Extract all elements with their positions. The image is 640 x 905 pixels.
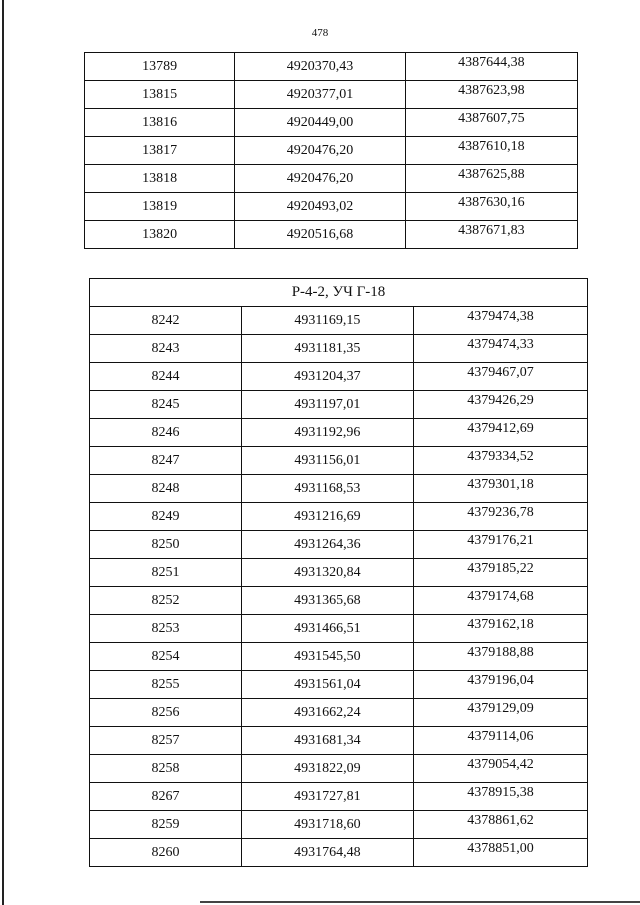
- x-coordinate-cell: [241, 671, 413, 699]
- x-coordinate-cell: [241, 783, 413, 811]
- y-coordinate-cell: [413, 783, 587, 811]
- coordinates-table-top: [84, 52, 578, 249]
- table-row: [90, 475, 588, 503]
- x-coordinate-cell: [241, 559, 413, 587]
- y-coordinate-cell-text: 4387607,75: [458, 110, 525, 126]
- y-coordinate-cell-text: 4379176,21: [467, 532, 534, 548]
- point-id-cell: [90, 699, 242, 727]
- y-coordinate-cell: [413, 307, 587, 335]
- table-row: [90, 307, 588, 335]
- x-coordinate-cell-text: 4920377,01: [286, 86, 354, 102]
- point-id-cell: [85, 221, 235, 249]
- y-coordinate-cell-text: 4379236,78: [467, 504, 534, 520]
- y-coordinate-cell-text: 4378851,00: [467, 840, 534, 856]
- point-id-cell: [90, 419, 242, 447]
- x-coordinate-cell: [241, 391, 413, 419]
- y-coordinate-cell-text: 4379412,69: [467, 420, 534, 436]
- table-row: [90, 587, 588, 615]
- x-coordinate-cell-text: 4931764,48: [294, 844, 361, 860]
- point-id-cell: [90, 839, 242, 867]
- point-id-cell-text: 8245: [151, 396, 180, 412]
- y-coordinate-cell-text: 4379129,09: [467, 700, 534, 716]
- x-coordinate-cell-text: 4920476,20: [286, 142, 354, 158]
- x-coordinate-cell: [241, 643, 413, 671]
- point-id-cell-text: 13819: [142, 198, 178, 214]
- table-row: [90, 699, 588, 727]
- x-coordinate-cell-text: 4920493,02: [286, 198, 354, 214]
- y-coordinate-cell: [405, 53, 577, 81]
- point-id-cell-text: 13820: [142, 226, 178, 242]
- y-coordinate-cell: [413, 503, 587, 531]
- point-id-cell: [90, 447, 242, 475]
- y-coordinate-cell: [413, 335, 587, 363]
- y-coordinate-cell: [413, 755, 587, 783]
- y-coordinate-cell-text: 4379301,18: [467, 476, 534, 492]
- x-coordinate-cell-text: 4920370,43: [286, 58, 354, 74]
- y-coordinate-cell-text: 4387610,18: [458, 138, 525, 154]
- y-coordinate-cell-text: 4379185,22: [467, 560, 534, 576]
- point-id-cell: [90, 335, 242, 363]
- y-coordinate-cell-text: 4387625,88: [458, 166, 525, 182]
- point-id-cell: [90, 783, 242, 811]
- table-row: [90, 531, 588, 559]
- y-coordinate-cell: [413, 727, 587, 755]
- x-coordinate-cell: [235, 109, 405, 137]
- point-id-cell-text: 8260: [151, 844, 180, 860]
- point-id-cell: [90, 503, 242, 531]
- point-id-cell-text: 8259: [151, 816, 180, 832]
- x-coordinate-cell: [235, 221, 405, 249]
- table-row: [90, 503, 588, 531]
- x-coordinate-cell-text: 4920449,00: [286, 114, 354, 130]
- y-coordinate-cell-text: 4378861,62: [467, 812, 534, 828]
- point-id-cell-text: 8257: [151, 732, 180, 748]
- point-id-cell-text: 8267: [151, 788, 180, 804]
- point-id-cell: [90, 643, 242, 671]
- table-row: [90, 447, 588, 475]
- x-coordinate-cell: [241, 755, 413, 783]
- x-coordinate-cell-text: 4931320,84: [294, 564, 361, 580]
- point-id-cell-text: 13815: [142, 86, 178, 102]
- point-id-cell: [90, 727, 242, 755]
- y-coordinate-cell-text: 4387671,83: [458, 222, 525, 238]
- page-bottom-edge: [200, 901, 640, 903]
- point-id-cell: [90, 811, 242, 839]
- x-coordinate-cell-text: 4931192,96: [294, 424, 361, 440]
- table-row: [90, 615, 588, 643]
- x-coordinate-cell: [235, 193, 405, 221]
- point-id-cell-text: 8256: [151, 704, 180, 720]
- table-row: [85, 193, 578, 221]
- table-row: [85, 137, 578, 165]
- y-coordinate-cell: [405, 81, 577, 109]
- y-coordinate-cell-text: 4378915,38: [467, 784, 534, 800]
- point-id-cell: [90, 587, 242, 615]
- point-id-cell: [90, 559, 242, 587]
- point-id-cell-text: 8246: [151, 424, 180, 440]
- y-coordinate-cell: [413, 643, 587, 671]
- y-coordinate-cell-text: 4379196,04: [467, 672, 534, 688]
- x-coordinate-cell: [241, 503, 413, 531]
- y-coordinate-cell-text: 4379188,88: [467, 644, 534, 660]
- point-id-cell-text: 8243: [151, 340, 180, 356]
- x-coordinate-cell-text: 4931561,04: [294, 676, 361, 692]
- y-coordinate-cell: [413, 839, 587, 867]
- coordinates-table-bottom-body: [90, 279, 588, 867]
- x-coordinate-cell-text: 4931156,01: [294, 452, 361, 468]
- table-row: [90, 783, 588, 811]
- table-row: [85, 81, 578, 109]
- y-coordinate-cell: [413, 475, 587, 503]
- y-coordinate-cell: [405, 137, 577, 165]
- x-coordinate-cell: [235, 165, 405, 193]
- y-coordinate-cell: [413, 671, 587, 699]
- x-coordinate-cell: [241, 335, 413, 363]
- x-coordinate-cell-text: 4931727,81: [294, 788, 361, 804]
- y-coordinate-cell: [413, 699, 587, 727]
- x-coordinate-cell: [241, 307, 413, 335]
- point-id-cell-text: 8252: [151, 592, 180, 608]
- point-id-cell: [90, 475, 242, 503]
- y-coordinate-cell: [405, 165, 577, 193]
- point-id-cell-text: 8254: [151, 648, 180, 664]
- x-coordinate-cell: [241, 727, 413, 755]
- x-coordinate-cell: [241, 363, 413, 391]
- x-coordinate-cell-text: 4920476,20: [286, 170, 354, 186]
- point-id-cell: [85, 109, 235, 137]
- point-id-cell-text: 8255: [151, 676, 180, 692]
- x-coordinate-cell: [241, 839, 413, 867]
- table-row: [85, 221, 578, 249]
- x-coordinate-cell-text: 4931365,68: [294, 592, 361, 608]
- y-coordinate-cell: [413, 391, 587, 419]
- table-row: [85, 165, 578, 193]
- point-id-cell: [90, 363, 242, 391]
- point-id-cell: [85, 53, 235, 81]
- table-row: [90, 419, 588, 447]
- y-coordinate-cell: [413, 559, 587, 587]
- y-coordinate-cell: [413, 531, 587, 559]
- x-coordinate-cell-text: 4931662,24: [294, 704, 361, 720]
- section-header-row: [90, 279, 588, 307]
- x-coordinate-cell-text: 4931197,01: [294, 396, 361, 412]
- table-row: [90, 811, 588, 839]
- x-coordinate-cell: [235, 81, 405, 109]
- x-coordinate-cell: [241, 447, 413, 475]
- x-coordinate-cell: [241, 475, 413, 503]
- x-coordinate-cell: [241, 615, 413, 643]
- y-coordinate-cell: [413, 447, 587, 475]
- table-row: [90, 755, 588, 783]
- y-coordinate-cell: [413, 615, 587, 643]
- x-coordinate-cell: [241, 419, 413, 447]
- y-coordinate-cell-text: 4387644,38: [458, 54, 525, 70]
- y-coordinate-cell: [405, 221, 577, 249]
- y-coordinate-cell: [413, 419, 587, 447]
- point-id-cell-text: 13789: [142, 58, 178, 74]
- point-id-cell-text: 13816: [142, 114, 178, 130]
- section-title: Р-4-2, УЧ Г-18: [90, 279, 588, 307]
- point-id-cell-text: 8251: [151, 564, 180, 580]
- x-coordinate-cell-text: 4931264,36: [294, 536, 361, 552]
- point-id-cell-text: 8247: [151, 452, 180, 468]
- table-row: [90, 559, 588, 587]
- point-id-cell: [90, 615, 242, 643]
- x-coordinate-cell-text: 4931545,50: [294, 648, 361, 664]
- page-left-edge: [2, 0, 4, 905]
- table-row: [90, 363, 588, 391]
- point-id-cell: [85, 137, 235, 165]
- table-row: [90, 839, 588, 867]
- y-coordinate-cell-text: 4379334,52: [467, 448, 534, 464]
- x-coordinate-cell: [235, 53, 405, 81]
- point-id-cell-text: 8258: [151, 760, 180, 776]
- y-coordinate-cell: [405, 109, 577, 137]
- y-coordinate-cell: [413, 587, 587, 615]
- table-row: [90, 727, 588, 755]
- point-id-cell: [90, 755, 242, 783]
- point-id-cell: [90, 531, 242, 559]
- coordinates-table-top-body: [85, 53, 578, 249]
- point-id-cell: [85, 165, 235, 193]
- y-coordinate-cell-text: 4387630,16: [458, 194, 525, 210]
- x-coordinate-cell: [235, 137, 405, 165]
- point-id-cell-text: 13818: [142, 170, 178, 186]
- x-coordinate-cell-text: 4920516,68: [286, 226, 354, 242]
- y-coordinate-cell-text: 4379474,33: [467, 336, 534, 352]
- y-coordinate-cell: [413, 811, 587, 839]
- point-id-cell: [90, 307, 242, 335]
- x-coordinate-cell-text: 4931169,15: [294, 312, 361, 328]
- y-coordinate-cell-text: 4379114,06: [467, 728, 534, 744]
- point-id-cell-text: 8250: [151, 536, 180, 552]
- x-coordinate-cell-text: 4931168,53: [294, 480, 361, 496]
- point-id-cell: [85, 193, 235, 221]
- y-coordinate-cell-text: 4379467,07: [467, 364, 534, 380]
- point-id-cell-text: 8249: [151, 508, 180, 524]
- point-id-cell-text: 8242: [151, 312, 180, 328]
- x-coordinate-cell-text: 4931822,09: [294, 760, 361, 776]
- point-id-cell-text: 13817: [142, 142, 178, 158]
- table-row: [90, 391, 588, 419]
- point-id-cell-text: 8244: [151, 368, 180, 384]
- point-id-cell: [85, 81, 235, 109]
- x-coordinate-cell: [241, 587, 413, 615]
- table-row: [90, 671, 588, 699]
- table-row: [90, 335, 588, 363]
- point-id-cell: [90, 391, 242, 419]
- x-coordinate-cell-text: 4931718,60: [294, 816, 361, 832]
- x-coordinate-cell-text: 4931181,35: [294, 340, 361, 356]
- x-coordinate-cell: [241, 811, 413, 839]
- x-coordinate-cell: [241, 531, 413, 559]
- y-coordinate-cell-text: 4379054,42: [467, 756, 534, 772]
- y-coordinate-cell-text: 4387623,98: [458, 82, 525, 98]
- y-coordinate-cell-text: 4379174,68: [467, 588, 534, 604]
- y-coordinate-cell-text: 4379162,18: [467, 616, 534, 632]
- y-coordinate-cell-text: 4379426,29: [467, 392, 534, 408]
- x-coordinate-cell-text: 4931216,69: [294, 508, 361, 524]
- table-row: [90, 643, 588, 671]
- table-row: [85, 109, 578, 137]
- point-id-cell-text: 8253: [151, 620, 180, 636]
- point-id-cell: [90, 671, 242, 699]
- x-coordinate-cell-text: 4931204,37: [294, 368, 361, 384]
- x-coordinate-cell-text: 4931681,34: [294, 732, 361, 748]
- point-id-cell-text: 8248: [151, 480, 180, 496]
- coordinates-table-bottom: [89, 278, 588, 867]
- y-coordinate-cell: [405, 193, 577, 221]
- y-coordinate-cell: [413, 363, 587, 391]
- x-coordinate-cell-text: 4931466,51: [294, 620, 361, 636]
- page-number: 478: [311, 27, 329, 39]
- table-row: [85, 53, 578, 81]
- x-coordinate-cell: [241, 699, 413, 727]
- y-coordinate-cell-text: 4379474,38: [467, 308, 534, 324]
